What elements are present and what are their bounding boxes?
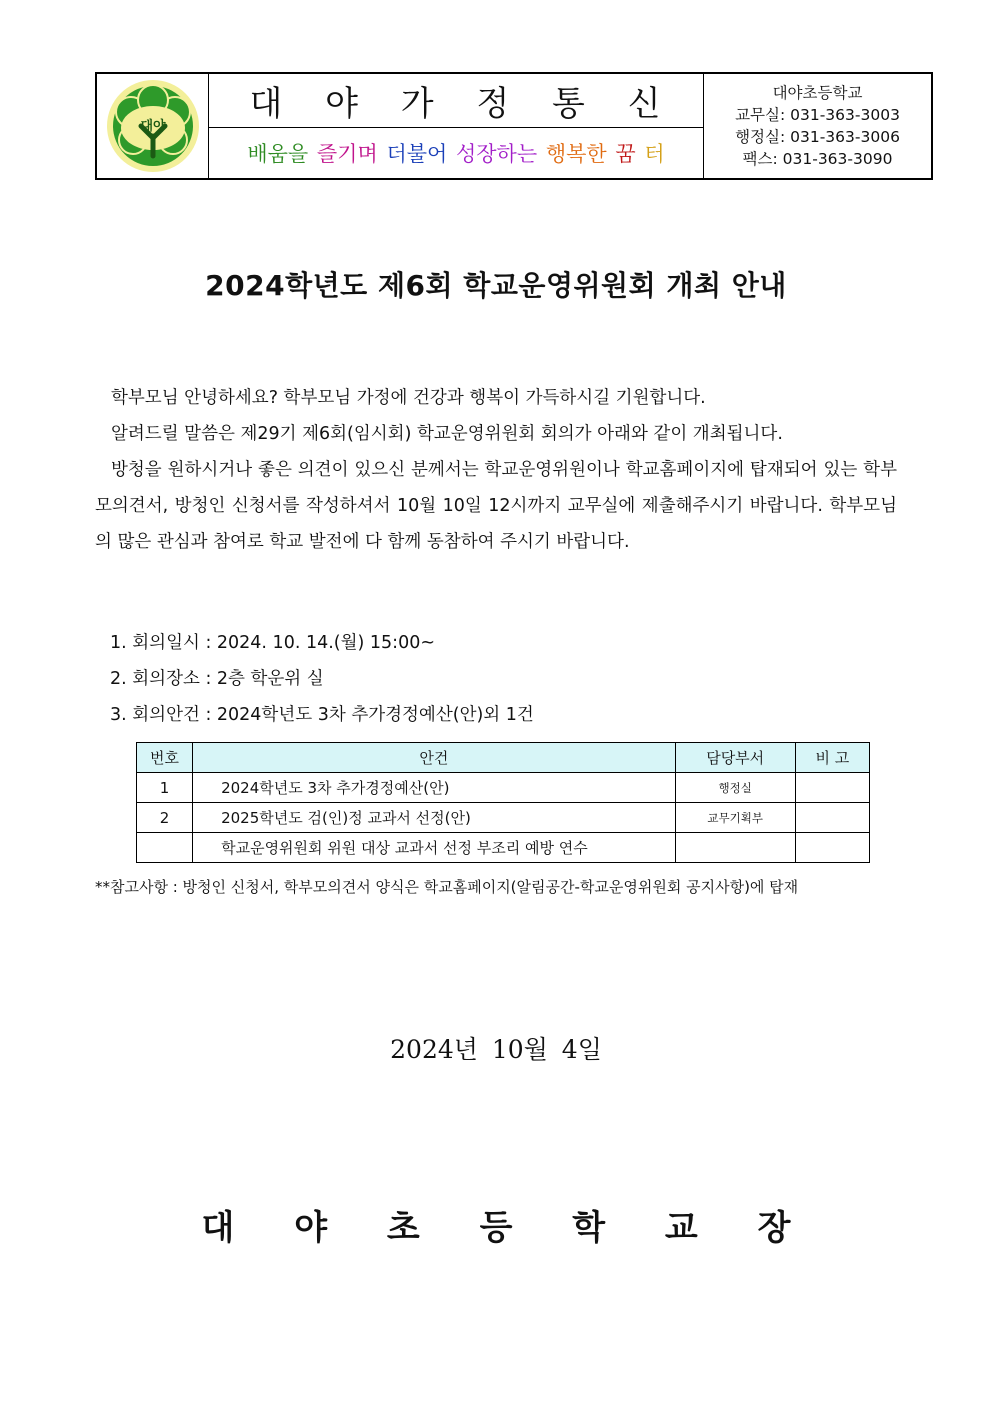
motto-word: 즐기며 bbox=[316, 142, 378, 166]
header-note: 비 고 bbox=[795, 743, 869, 773]
contact-info bbox=[704, 74, 931, 178]
document-title: 2024학년도 제6회 학교운영위원회 개최 안내 bbox=[205, 269, 787, 302]
motto-word: 성장하는 bbox=[455, 142, 538, 166]
row-number bbox=[137, 833, 193, 863]
table-row bbox=[137, 803, 870, 833]
table-row bbox=[137, 833, 870, 863]
row-agenda: 2024학년도 3차 추가경정예산(안) bbox=[193, 773, 676, 803]
row-agenda: 학교운영위원회 위원 대상 교과서 선정 부조리 예방 연수 bbox=[193, 833, 676, 863]
row-note bbox=[795, 833, 869, 863]
row-number: 2 bbox=[137, 803, 193, 833]
header-department: 담당부서 bbox=[675, 743, 795, 773]
logo-text: 대야 bbox=[139, 119, 166, 134]
contact-line: 교무실: 031-363-3003 bbox=[735, 106, 900, 124]
table-row bbox=[137, 773, 870, 803]
row-department: 교무기획부 bbox=[675, 803, 795, 833]
row-note bbox=[795, 773, 869, 803]
paragraph: 알려드릴 말씀은 제29기 제6회(임시회) 학교운영위원회 회의가 아래와 같이 개최됩니다. bbox=[111, 424, 783, 444]
reference-note: **참고사항 : 방청인 신청서, 학부모의견서 양식은 학교홈페이지(알림공간-학교운영위원회 공지사항)에 탑재 bbox=[95, 878, 799, 896]
newsletter-title: 대 야 가 정 통 신 bbox=[209, 74, 703, 128]
title-cell bbox=[209, 74, 704, 178]
contact-line: 행정실: 031-363-3006 bbox=[735, 128, 900, 146]
paragraph: 방청을 원하시거나 좋은 의견이 있으신 분께서는 학교운영위원이나 학교홈페이지에 탑재되어 있는 학부모의견서, 방청인 신청서를 작성하셔서 10월 10일 12시까지 교무실에 제출해주시기 바랍니다. 학부모님의 많은 관심과 참여로 학교 발전에 다 함께 동참하여 주시기 바랍니다. bbox=[95, 460, 897, 552]
contact-line: 팩스: 031-363-3090 bbox=[742, 150, 893, 168]
motto-word: 행복한 bbox=[545, 142, 607, 166]
school-motto bbox=[209, 128, 703, 178]
motto-word: 터 bbox=[644, 142, 665, 166]
row-department: 행정실 bbox=[675, 773, 795, 803]
header-number: 번호 bbox=[137, 743, 193, 773]
document-date: 2024년 10월 4일 bbox=[390, 1035, 602, 1064]
motto-word: 꿈 bbox=[615, 142, 636, 166]
agenda-table bbox=[136, 742, 870, 863]
header-agenda: 안건 bbox=[193, 743, 676, 773]
tree-logo-icon bbox=[105, 78, 201, 174]
meeting-place-item: 2. 회의장소 : 2층 학운위 실 bbox=[110, 669, 324, 689]
school-logo bbox=[97, 74, 209, 178]
notice-body bbox=[95, 380, 897, 560]
meeting-date-item: 1. 회의일시 : 2024. 10. 14.(월) 15:00~ bbox=[110, 633, 436, 653]
row-department bbox=[675, 833, 795, 863]
motto-word: 배움을 bbox=[247, 142, 309, 166]
principal-signature: 대 야 초 등 학 교 장 bbox=[201, 1208, 815, 1248]
meeting-details bbox=[110, 625, 534, 733]
paragraph: 학부모님 안녕하세요? 학부모님 가정에 건강과 행복이 가득하시길 기원합니다. bbox=[111, 388, 706, 408]
meeting-agenda-item: 3. 회의안건 : 2024학년도 3차 추가경정예산(안)외 1건 bbox=[110, 705, 534, 725]
row-number: 1 bbox=[137, 773, 193, 803]
school-name: 대야초등학교 bbox=[772, 84, 863, 102]
newsletter-header bbox=[95, 72, 933, 180]
motto-word: 더불어 bbox=[386, 142, 448, 166]
row-note bbox=[795, 803, 869, 833]
table-header-row bbox=[137, 743, 870, 773]
row-agenda: 2025학년도 검(인)정 교과서 선정(안) bbox=[193, 803, 676, 833]
